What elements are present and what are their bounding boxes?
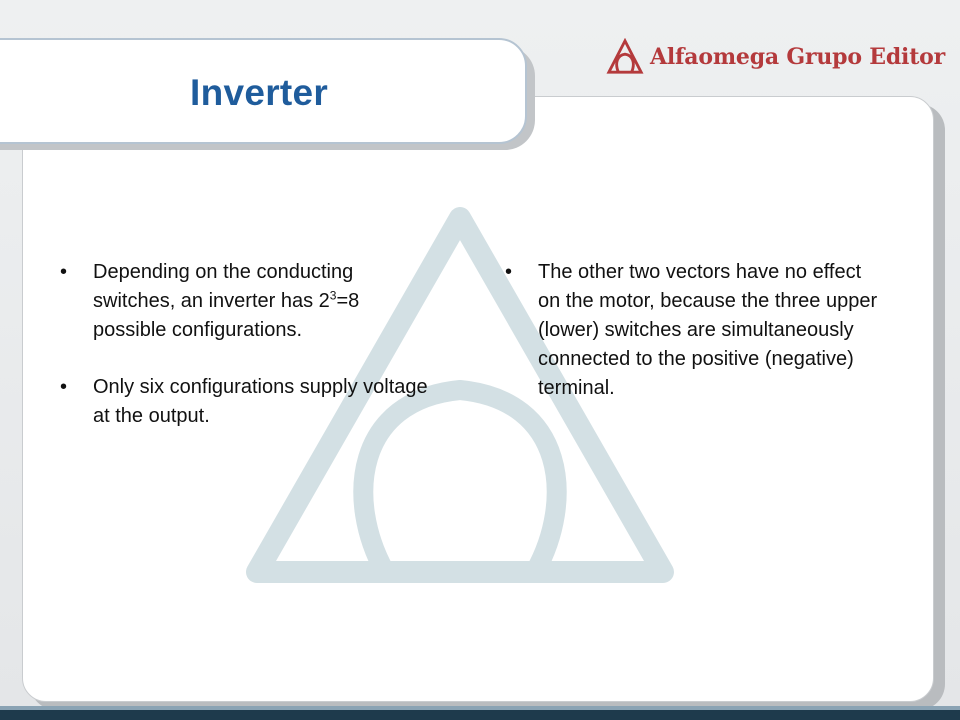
list-item bbox=[60, 373, 430, 431]
bullet-marker: • bbox=[505, 261, 513, 283]
superscript: 3 bbox=[329, 288, 337, 303]
bullet-marker: • bbox=[60, 376, 68, 398]
page-title: Inverter bbox=[190, 72, 329, 113]
publisher-logo bbox=[606, 36, 945, 78]
bullet-text: Only six configurations supply voltage at the output. bbox=[93, 376, 428, 427]
bullet-marker: • bbox=[60, 261, 68, 283]
list-item bbox=[60, 258, 430, 345]
bullet-text: Depending on the conducting switches, an inverter has $2^3=8$ possible configurations. bbox=[93, 261, 360, 341]
publisher-name: Alfaomega Grupo Editor bbox=[650, 44, 946, 70]
list-item bbox=[505, 258, 885, 403]
right-bullet-list bbox=[505, 258, 885, 431]
alfaomega-logo-icon bbox=[606, 38, 644, 76]
left-bullet-list bbox=[60, 258, 430, 459]
bullet-text: The other two vectors have no effect on the motor, because the three upper (lower) switches are simultaneously connected to the positive (negative) terminal. bbox=[538, 261, 878, 399]
bottom-bar bbox=[0, 710, 960, 720]
